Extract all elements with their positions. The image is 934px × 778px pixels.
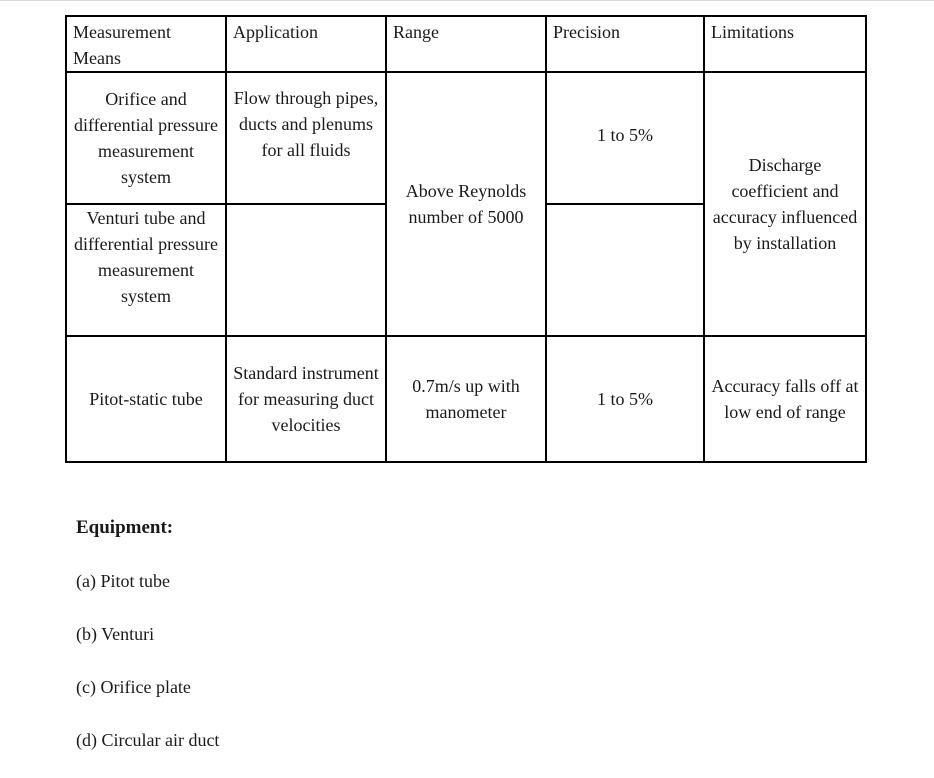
cell-pitot-limitations: Accuracy falls off at low end of range: [704, 336, 866, 462]
cell-orifice-means: Orifice and differential pressure measurement system: [66, 72, 226, 204]
cell-venturi-application: [226, 204, 386, 336]
cell-pitot-range: 0.7m/s up with manometer: [386, 336, 546, 462]
list-item: (a) Pitot tube: [76, 571, 170, 591]
header-application: Application: [226, 16, 386, 72]
cell-venturi-means: Venturi tube and differential pressure measurement system: [66, 204, 226, 336]
list-item: (d) Circular air duct: [76, 730, 220, 750]
header-precision: Precision: [546, 16, 704, 72]
equipment-heading: Equipment:: [76, 517, 174, 538]
cell-venturi-precision: [546, 204, 704, 336]
cell-orifice-precision: 1 to 5%: [546, 72, 704, 204]
table-header-row: [66, 16, 866, 72]
cell-pitot-application: Standard instrument for measuring duct velocities: [226, 336, 386, 462]
cell-pitot-means: Pitot-static tube: [66, 336, 226, 462]
equipment-section: [76, 515, 576, 753]
list-item: (b) Venturi: [76, 624, 155, 644]
measurement-comparison-table: [65, 15, 867, 463]
cell-shared-limitations: Discharge coefficient and accuracy influenced by installation: [704, 72, 866, 336]
table-row-pitot: [66, 336, 866, 462]
header-measurement-means: Measurement Means: [66, 16, 226, 72]
header-limitations: Limitations: [704, 16, 866, 72]
table-row-orifice: [66, 72, 866, 204]
page-top-border: [0, 0, 934, 1]
list-item: (c) Orifice plate: [76, 677, 191, 697]
cell-shared-application: Flow through pipes, ducts and plenums for all fluids: [226, 72, 386, 204]
cell-shared-range: Above Reynolds number of 5000: [386, 72, 546, 336]
header-range: Range: [386, 16, 546, 72]
equipment-list: [76, 568, 576, 753]
cell-pitot-precision: 1 to 5%: [546, 336, 704, 462]
